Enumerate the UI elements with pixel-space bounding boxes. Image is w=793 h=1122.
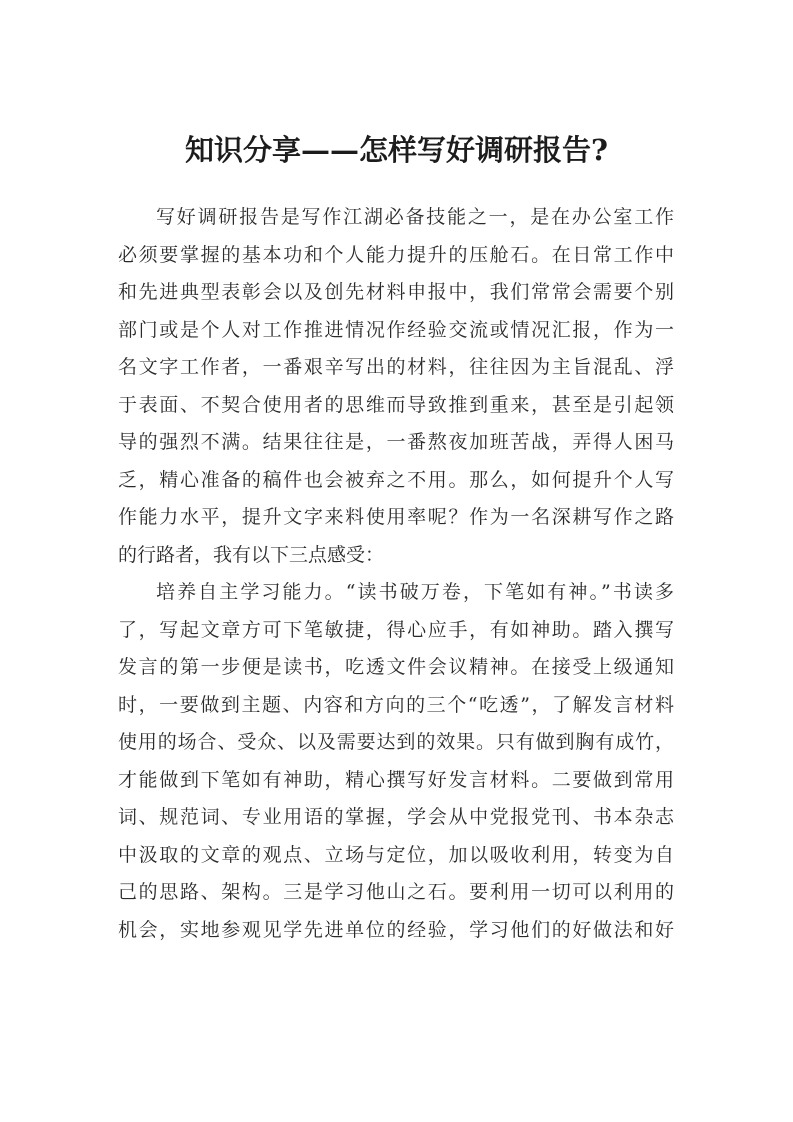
paragraph-1-line-3: 和先进典型表彰会以及创先材料申报中，我们常常会需要个别 (118, 281, 674, 303)
paragraph-2-line-5: 使用的场合、受众、以及需要达到的效果。只有做到胸有成竹， (118, 731, 674, 753)
paragraph-1-line-2: 必须要掌握的基本功和个人能力提升的压舱石。在日常工作中 (118, 243, 674, 266)
paragraph-2-line-7: 词、规范词、专业用语的掌握，学会从中党报党刊、书本杂志 (118, 806, 674, 828)
paragraph-1-line-4: 部门或是个人对工作推进情况作经验交流或情况汇报，作为一 (118, 318, 674, 341)
paragraph-1-line-7: 导的强烈不满。结果往往是，一番熬夜加班苦战，弄得人困马 (118, 431, 674, 453)
paragraph-2-line-3: 发言的第一步便是读书，吃透文件会议精神。在接受上级通知 (118, 656, 674, 678)
paragraph-2-line-9: 己的思路、架构。三是学习他山之石。要利用一切可以利用的 (118, 881, 674, 903)
paragraph-1-line-5: 名文字工作者，一番艰辛写出的材料，往往因为主旨混乱、浮 (118, 356, 674, 378)
document-body (118, 199, 674, 949)
paragraph-1-line-8: 乏，精心准备的稿件也会被弃之不用。那么，如何提升个人写 (118, 468, 674, 491)
paragraph-1-line-1: 写好调研报告是写作江湖必备技能之一，是在办公室工作 (156, 206, 674, 228)
paragraph-1-line-6: 于表面、不契合使用者的思维而导致推到重来，甚至是引起领 (118, 393, 674, 416)
paragraph-2-line-4: 时，一要做到主题、内容和方向的三个“吃透”，了解发言材料 (118, 693, 674, 716)
paragraph-2-line-6: 才能做到下笔如有神助，精心撰写好发言材料。二要做到常用 (118, 768, 674, 791)
paragraph-2-line-8: 中汲取的文章的观点、立场与定位，加以吸收利用，转变为自 (118, 843, 674, 866)
paragraph-2-line-1: 培养自主学习能力。“读书破万卷，下笔如有神。”书读多 (156, 581, 674, 603)
paragraph-1-line-9: 作能力水平，提升文字来料使用率呢？作为一名深耕写作之路 (118, 506, 674, 528)
paragraph-2-line-10: 机会，实地参观见学先进单位的经验，学习他们的好做法和好 (118, 918, 674, 941)
document-title: 知识分享——怎样写好调研报告? (185, 133, 608, 167)
paragraph-1-line-10: 的行路者，我有以下三点感受： (118, 543, 385, 566)
paragraph-2-line-2: 了，写起文章方可下笔敏捷，得心应手，有如神助。踏入撰写 (118, 618, 674, 641)
